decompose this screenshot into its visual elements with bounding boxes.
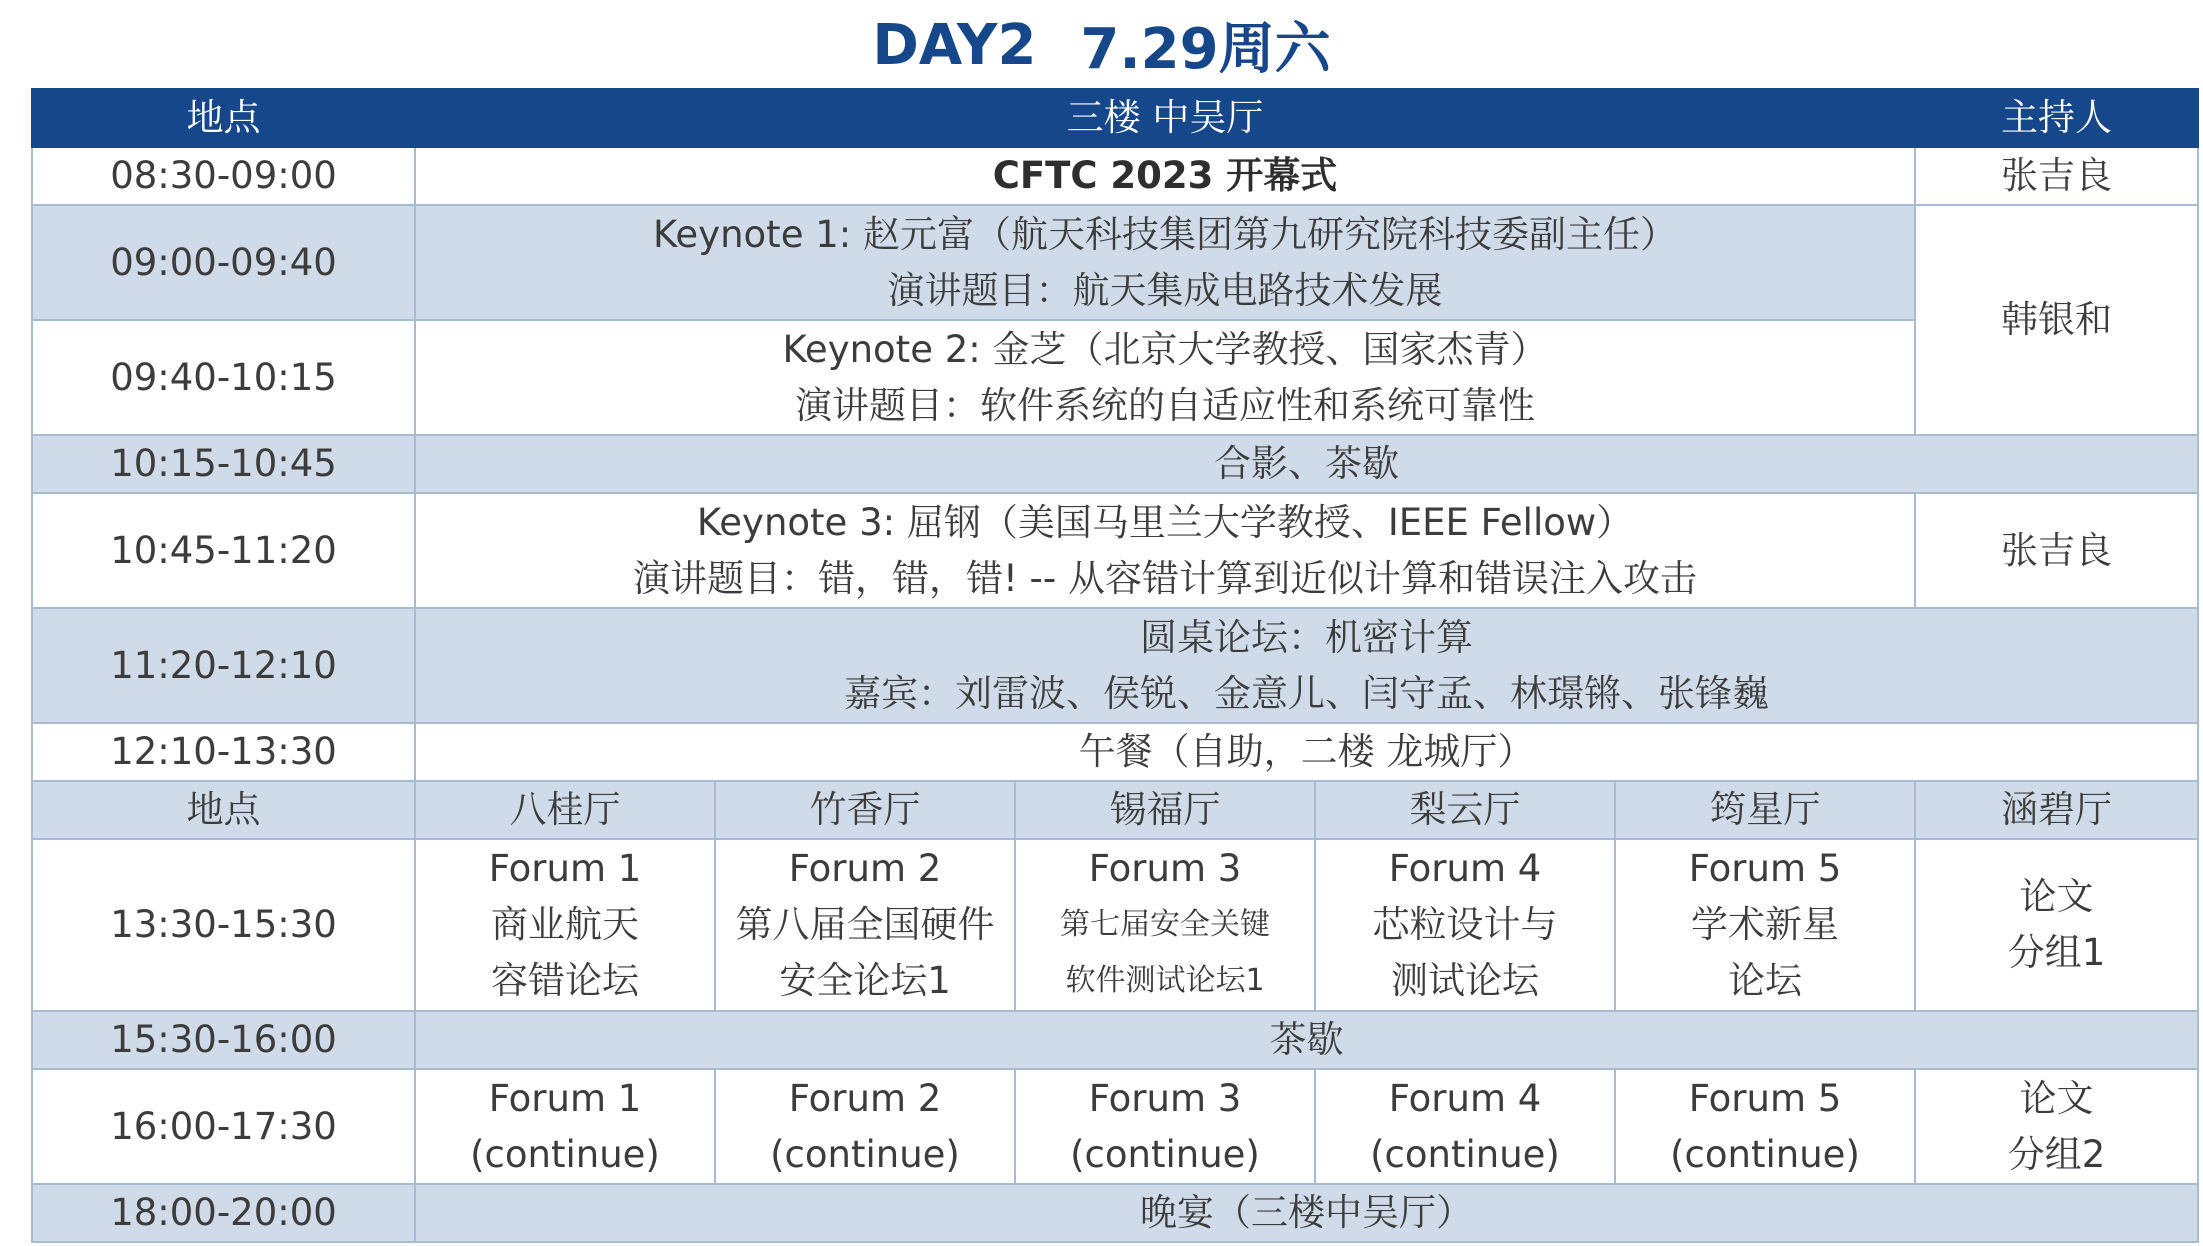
forum-cell bbox=[715, 839, 1015, 1011]
keynote-speaker: Keynote 2: 金芝（北京大学教授、国家杰青） bbox=[782, 327, 1548, 371]
forum-topic: 论坛 bbox=[1728, 959, 1802, 1002]
host-cell: 张吉良 bbox=[1915, 147, 2198, 205]
paper-session-cell bbox=[1915, 839, 2198, 1011]
room-name: 梨云厅 bbox=[1315, 781, 1615, 839]
roundtable bbox=[415, 608, 2198, 723]
forum-topic: 第七届安全关键 bbox=[1060, 907, 1270, 942]
forum-cell bbox=[1015, 1069, 1315, 1184]
schedule-table bbox=[31, 88, 2199, 1243]
forum-cell bbox=[1315, 839, 1615, 1011]
forum-name: Forum 3 bbox=[1088, 1076, 1242, 1120]
paper-session-label: 分组2 bbox=[2007, 1132, 2106, 1176]
time-cell: 13:30-15:30 bbox=[32, 839, 415, 1011]
room-name: 竹香厅 bbox=[715, 781, 1015, 839]
forum-note: (continue) bbox=[1370, 1132, 1560, 1176]
forum-topic: 安全论坛1 bbox=[779, 959, 951, 1002]
forum-topic: 商业航天 bbox=[491, 903, 639, 946]
tea-break: 茶歇 bbox=[415, 1011, 2198, 1069]
forum-name: Forum 3 bbox=[1088, 847, 1242, 890]
forum-note: (continue) bbox=[1070, 1132, 1260, 1176]
lunch: 午餐（自助，二楼 龙城厅） bbox=[415, 723, 2198, 781]
forum-topic: 芯粒设计与 bbox=[1372, 903, 1558, 946]
keynote-2 bbox=[415, 320, 1915, 435]
forum-cell bbox=[1015, 839, 1315, 1011]
opening-ceremony: CFTC 2023 开幕式 bbox=[415, 147, 1915, 205]
header-location: 地点 bbox=[32, 89, 415, 147]
forum-cell bbox=[1615, 1069, 1915, 1184]
table-row bbox=[32, 1069, 2198, 1184]
table-row bbox=[32, 493, 2198, 608]
header-host: 主持人 bbox=[1915, 89, 2198, 147]
time-cell: 11:20-12:10 bbox=[32, 608, 415, 723]
forum-name: Forum 5 bbox=[1688, 847, 1842, 890]
forum-cell bbox=[1615, 839, 1915, 1011]
forum-topic: 软件测试论坛1 bbox=[1065, 963, 1265, 998]
paper-session-label: 论文 bbox=[2019, 875, 2094, 918]
title-day: DAY2 bbox=[872, 12, 1037, 78]
roundtable-title: 圆桌论坛：机密计算 bbox=[1140, 615, 1473, 659]
keynote-topic: 演讲题目：航天集成电路技术发展 bbox=[887, 268, 1443, 312]
paper-session-cell bbox=[1915, 1069, 2198, 1184]
time-cell: 09:40-10:15 bbox=[32, 320, 415, 435]
forum-cell bbox=[415, 1069, 715, 1184]
host-cell: 韩银和 bbox=[1915, 205, 2198, 435]
time-cell: 12:10-13:30 bbox=[32, 723, 415, 781]
forum-cell bbox=[1315, 1069, 1615, 1184]
forum-topic: 容错论坛 bbox=[491, 959, 639, 1002]
keynote-topic: 演讲题目：软件系统的自适应性和系统可靠性 bbox=[795, 383, 1535, 427]
forum-name: Forum 1 bbox=[488, 847, 642, 890]
keynote-speaker: Keynote 1: 赵元富（航天科技集团第九研究院科技委副主任） bbox=[653, 212, 1677, 256]
time-cell: 09:00-09:40 bbox=[32, 205, 415, 320]
forum-topic: 学术新星 bbox=[1691, 903, 1839, 946]
table-row bbox=[32, 435, 2198, 493]
forum-cell bbox=[715, 1069, 1015, 1184]
room-header-location: 地点 bbox=[32, 781, 415, 839]
forum-topic: 测试论坛 bbox=[1391, 959, 1539, 1002]
forum-name: Forum 1 bbox=[488, 1076, 642, 1120]
time-cell: 10:45-11:20 bbox=[32, 493, 415, 608]
forum-name: Forum 4 bbox=[1388, 1076, 1542, 1120]
table-row bbox=[32, 320, 2198, 435]
time-cell: 18:00-20:00 bbox=[32, 1184, 415, 1242]
time-cell: 15:30-16:00 bbox=[32, 1011, 415, 1069]
forum-note: (continue) bbox=[1670, 1132, 1860, 1176]
time-cell: 10:15-10:45 bbox=[32, 435, 415, 493]
page-title bbox=[0, 8, 2203, 82]
time-cell: 16:00-17:30 bbox=[32, 1069, 415, 1184]
table-row bbox=[32, 608, 2198, 723]
table-row bbox=[32, 1011, 2198, 1069]
paper-session-label: 论文 bbox=[2019, 1076, 2094, 1120]
forum-note: (continue) bbox=[470, 1132, 660, 1176]
photo-break: 合影、茶歇 bbox=[415, 435, 2198, 493]
header-row bbox=[32, 89, 2198, 147]
room-name: 锡福厅 bbox=[1015, 781, 1315, 839]
keynote-topic: 演讲题目：错，错，错! -- 从容错计算到近似计算和错误注入攻击 bbox=[632, 556, 1698, 600]
forum-note: (continue) bbox=[770, 1132, 960, 1176]
table-row bbox=[32, 147, 2198, 205]
keynote-1 bbox=[415, 205, 1915, 320]
forum-topic: 第八届全国硬件 bbox=[735, 903, 995, 946]
table-row bbox=[32, 1184, 2198, 1242]
keynote-3 bbox=[415, 493, 1915, 608]
table-row bbox=[32, 205, 2198, 320]
title-date: 7.29周六 bbox=[1080, 17, 1331, 82]
header-venue: 三楼 中吴厅 bbox=[415, 89, 1915, 147]
table-row bbox=[32, 723, 2198, 781]
host-cell: 张吉良 bbox=[1915, 493, 2198, 608]
room-name: 八桂厅 bbox=[415, 781, 715, 839]
dinner: 晚宴（三楼中吴厅） bbox=[415, 1184, 2198, 1242]
time-cell: 08:30-09:00 bbox=[32, 147, 415, 205]
forum-cell bbox=[415, 839, 715, 1011]
forum-name: Forum 5 bbox=[1688, 1076, 1842, 1120]
paper-session-label: 分组1 bbox=[2007, 931, 2106, 974]
room-header-row bbox=[32, 781, 2198, 839]
roundtable-guests: 嘉宾：刘雷波、侯锐、金意儿、闫守孟、林璟锵、张锋巍 bbox=[844, 671, 1769, 715]
forum-name: Forum 4 bbox=[1388, 847, 1542, 890]
room-name: 涵碧厅 bbox=[1915, 781, 2198, 839]
room-name: 筠星厅 bbox=[1615, 781, 1915, 839]
forum-name: Forum 2 bbox=[788, 847, 942, 890]
forum-name: Forum 2 bbox=[788, 1076, 942, 1120]
table-row bbox=[32, 839, 2198, 1011]
keynote-speaker: Keynote 3: 屈钢（美国马里兰大学教授、IEEE Fellow） bbox=[696, 500, 1634, 544]
